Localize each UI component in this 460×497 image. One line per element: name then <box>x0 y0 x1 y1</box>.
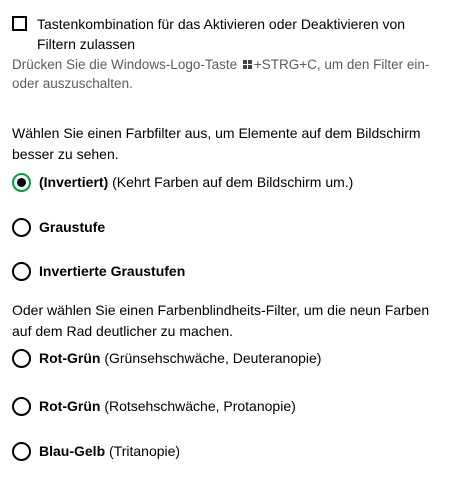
radio-label-deuteranopia: Rot-Grün <box>39 350 101 366</box>
radio-option-inverted[interactable] <box>12 172 353 192</box>
radio-label-inverted: (Invertiert) <box>39 174 109 190</box>
radio-button-tritanopia[interactable] <box>12 442 31 461</box>
radio-detail-inverted: (Kehrt Farben auf dem Bildschirm um.) <box>108 174 354 190</box>
shortcut-hint-suffix: +STRG+C, um den Filter ein- oder auszuschalten. <box>12 57 430 91</box>
radio-button-grayscale[interactable] <box>12 218 31 237</box>
radio-detail-tritanopia: (Tritanopie) <box>105 443 181 459</box>
shortcut-checkbox-label: Tastenkombination für das Aktivieren oder Deaktivieren von Filtern zulassen <box>37 16 406 52</box>
radio-button-inverted-grayscale[interactable] <box>12 262 31 281</box>
radio-button-deuteranopia[interactable] <box>12 349 31 368</box>
colorblind-filter-intro: Oder wählen Sie einen Farbenblindheits-Filter, um die neun Farben auf dem Rad deutlicher zu machen. <box>12 302 430 339</box>
radio-label-protanopia: Rot-Grün <box>39 398 101 414</box>
shortcut-hint-prefix: Drücken Sie die Windows-Logo-Taste <box>12 57 238 72</box>
radio-label-tritanopia: Blau-Gelb <box>39 443 106 459</box>
radio-selected-dot <box>17 178 26 187</box>
radio-detail-protanopia: (Rotsehschwäche, Protanopie) <box>100 398 296 414</box>
radio-option-protanopia[interactable] <box>12 396 296 416</box>
radio-button-inverted[interactable] <box>12 173 31 192</box>
radio-button-protanopia[interactable] <box>12 397 31 416</box>
radio-label-grayscale: Graustufe <box>39 219 106 235</box>
shortcut-checkbox[interactable] <box>12 16 27 31</box>
shortcut-toggle[interactable] <box>12 14 427 54</box>
radio-option-deuteranopia[interactable] <box>12 348 321 368</box>
radio-label-inverted-grayscale: Invertierte Graustufen <box>39 263 186 279</box>
radio-detail-deuteranopia: (Grünsehschwäche, Deuteranopie) <box>100 350 322 366</box>
windows-logo-icon <box>243 60 252 69</box>
radio-option-tritanopia[interactable] <box>12 441 180 461</box>
radio-option-inverted-grayscale[interactable] <box>12 261 185 281</box>
radio-option-grayscale[interactable] <box>12 217 105 237</box>
shortcut-hint <box>12 55 442 93</box>
color-filter-intro: Wählen Sie einen Farbfilter aus, um Elemente auf dem Bildschirm besser zu sehen. <box>12 125 421 162</box>
